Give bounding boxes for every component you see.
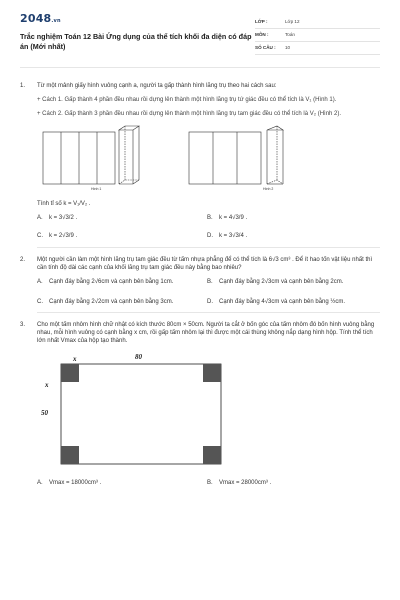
option-text: k = 2√3/9 . xyxy=(49,233,78,240)
figure-1-caption: Hình 1 xyxy=(91,187,102,192)
figure-1 xyxy=(43,126,139,184)
option-text: k = 3√3/2 . xyxy=(49,215,78,222)
aluminum-sheet xyxy=(61,364,221,464)
label-50: 50 xyxy=(41,409,48,418)
option-a[interactable] xyxy=(37,479,207,487)
label-x-left: x xyxy=(45,381,49,390)
document-header xyxy=(20,0,380,68)
option-b[interactable] xyxy=(207,479,377,487)
sheet-figure xyxy=(37,351,380,471)
question-ask: Tính tỉ số k = V₁/V₂ . xyxy=(37,201,91,208)
option-c[interactable] xyxy=(37,232,207,240)
corner-square-top-left xyxy=(61,364,79,382)
logo-suffix: .vn xyxy=(51,18,61,24)
option-text: k = 4√3/9 . xyxy=(219,215,248,222)
meta-value: Toán xyxy=(285,31,295,37)
logo-main: 2048 xyxy=(20,12,52,25)
sheet-figure-svg xyxy=(37,351,237,471)
question-2 xyxy=(20,256,380,313)
meta-table xyxy=(255,16,380,67)
document-title: Trắc nghiệm Toán 12 Bài Ứng dụng của thể tích khối đa diện có đáp án (Mới nhất) xyxy=(20,31,252,52)
figure-2 xyxy=(189,126,283,184)
label-x-top: x xyxy=(73,355,77,364)
figure-2-caption: Hình 2 xyxy=(263,187,274,192)
corner-square-top-right xyxy=(203,364,221,382)
label-80: 80 xyxy=(135,353,142,362)
corner-square-bottom-right xyxy=(203,446,221,464)
answer-options xyxy=(37,479,380,487)
question-text: Một người cần làm một hình lăng trụ tam giác đều từ tấm nhựa phẳng để có thể tích là 6√3 cm³ . Để ít hao tốn vật liệu nhất thì cần tính độ dài các cạnh của khối lăng trụ tam giác đều này bằng bao nhiêu? xyxy=(37,256,373,271)
question-number: 3. xyxy=(20,321,26,328)
option-letter: C. xyxy=(37,233,43,240)
answer-options xyxy=(37,214,380,240)
question-number: 1. xyxy=(20,83,26,89)
question-text: Cho một tấm nhôm hình chữ nhật có kích thước 80cm × 50cm. Người ta cắt ở bốn góc của tấm nhôm đó bốn hình vuông bằng nhau, mỗi hình vuông có cạnh bằng x cm, rồi gấp tấm nhôm lại thì được một cái thùng không nắp dạng hình hộp. Tính thể tích lớn nhất Vmax của hộp tạo thành. xyxy=(37,321,375,345)
option-letter: A. xyxy=(37,215,43,222)
option-letter: D. xyxy=(207,298,213,305)
question-3 xyxy=(20,321,380,487)
sheet-3-parts xyxy=(189,132,261,184)
answer-options xyxy=(37,278,380,306)
meta-row-subject xyxy=(255,29,380,42)
option-letter: B. xyxy=(207,480,213,487)
option-a[interactable] xyxy=(37,214,207,222)
method-2-text: + Cách 2. Gấp thành 3 phần đều nhau rồi dựng lên thành một hình lăng trụ tam giác đều có thể tích là V₂ (Hình 2). xyxy=(37,111,342,118)
option-text: Cạnh đáy bằng 2√6cm và cạnh bên bằng 1cm. xyxy=(49,278,174,285)
corner-square-bottom-left xyxy=(61,446,79,464)
header-left xyxy=(20,12,255,67)
option-c[interactable] xyxy=(37,298,207,306)
option-text: Cạnh đáy bằng 2√2cm và cạnh bên bằng 3cm. xyxy=(49,298,174,305)
triangular-prism-top xyxy=(267,126,283,130)
option-b[interactable] xyxy=(207,278,377,286)
option-text: k = 3√3/4 . xyxy=(219,233,248,240)
option-text: Cạnh đáy bằng 2√3cm và cạnh bên bằng 2cm. xyxy=(219,278,344,285)
option-letter: B. xyxy=(207,278,213,285)
meta-key: MÔN : xyxy=(255,31,269,37)
meta-row-class xyxy=(255,16,380,29)
option-letter: A. xyxy=(37,278,43,285)
divider xyxy=(37,312,380,313)
option-letter: C. xyxy=(37,298,43,305)
prism-figure-svg xyxy=(39,124,309,194)
question-text: Từ một mảnh giấy hình vuông cạnh a, người ta gấp thành hình lăng trụ theo hai cách sau: xyxy=(37,83,277,89)
question-1 xyxy=(20,82,380,248)
option-letter: A. xyxy=(37,480,43,487)
meta-row-count xyxy=(255,42,380,55)
meta-value: Lớp 12 xyxy=(285,18,300,24)
prism-figures xyxy=(39,124,380,194)
meta-key: LỚP : xyxy=(255,18,268,24)
option-b[interactable] xyxy=(207,214,377,222)
option-text: Cạnh đáy bằng 4√3cm và cạnh bên bằng ½cm. xyxy=(219,298,346,305)
divider xyxy=(37,247,380,248)
meta-value: 10 xyxy=(285,44,291,50)
option-d[interactable] xyxy=(207,298,377,306)
site-logo[interactable] xyxy=(20,12,255,27)
method-1-text: + Cách 1. Gấp thành 4 phần đều nhau rồi dựng lên thành một hình lăng trụ tứ giác đều có thể tích là V₁ (Hình 1). xyxy=(37,97,337,104)
option-text: Vmax = 28000cm³ . xyxy=(219,480,272,487)
meta-key: SỐ CÂU : xyxy=(255,44,276,50)
square-prism-top xyxy=(119,126,139,130)
option-letter: B. xyxy=(207,215,213,222)
option-d[interactable] xyxy=(207,232,377,240)
option-a[interactable] xyxy=(37,278,207,286)
question-number: 2. xyxy=(20,256,26,263)
option-letter: D. xyxy=(207,233,213,240)
option-text: Vmax = 18000cm³ . xyxy=(49,480,102,487)
